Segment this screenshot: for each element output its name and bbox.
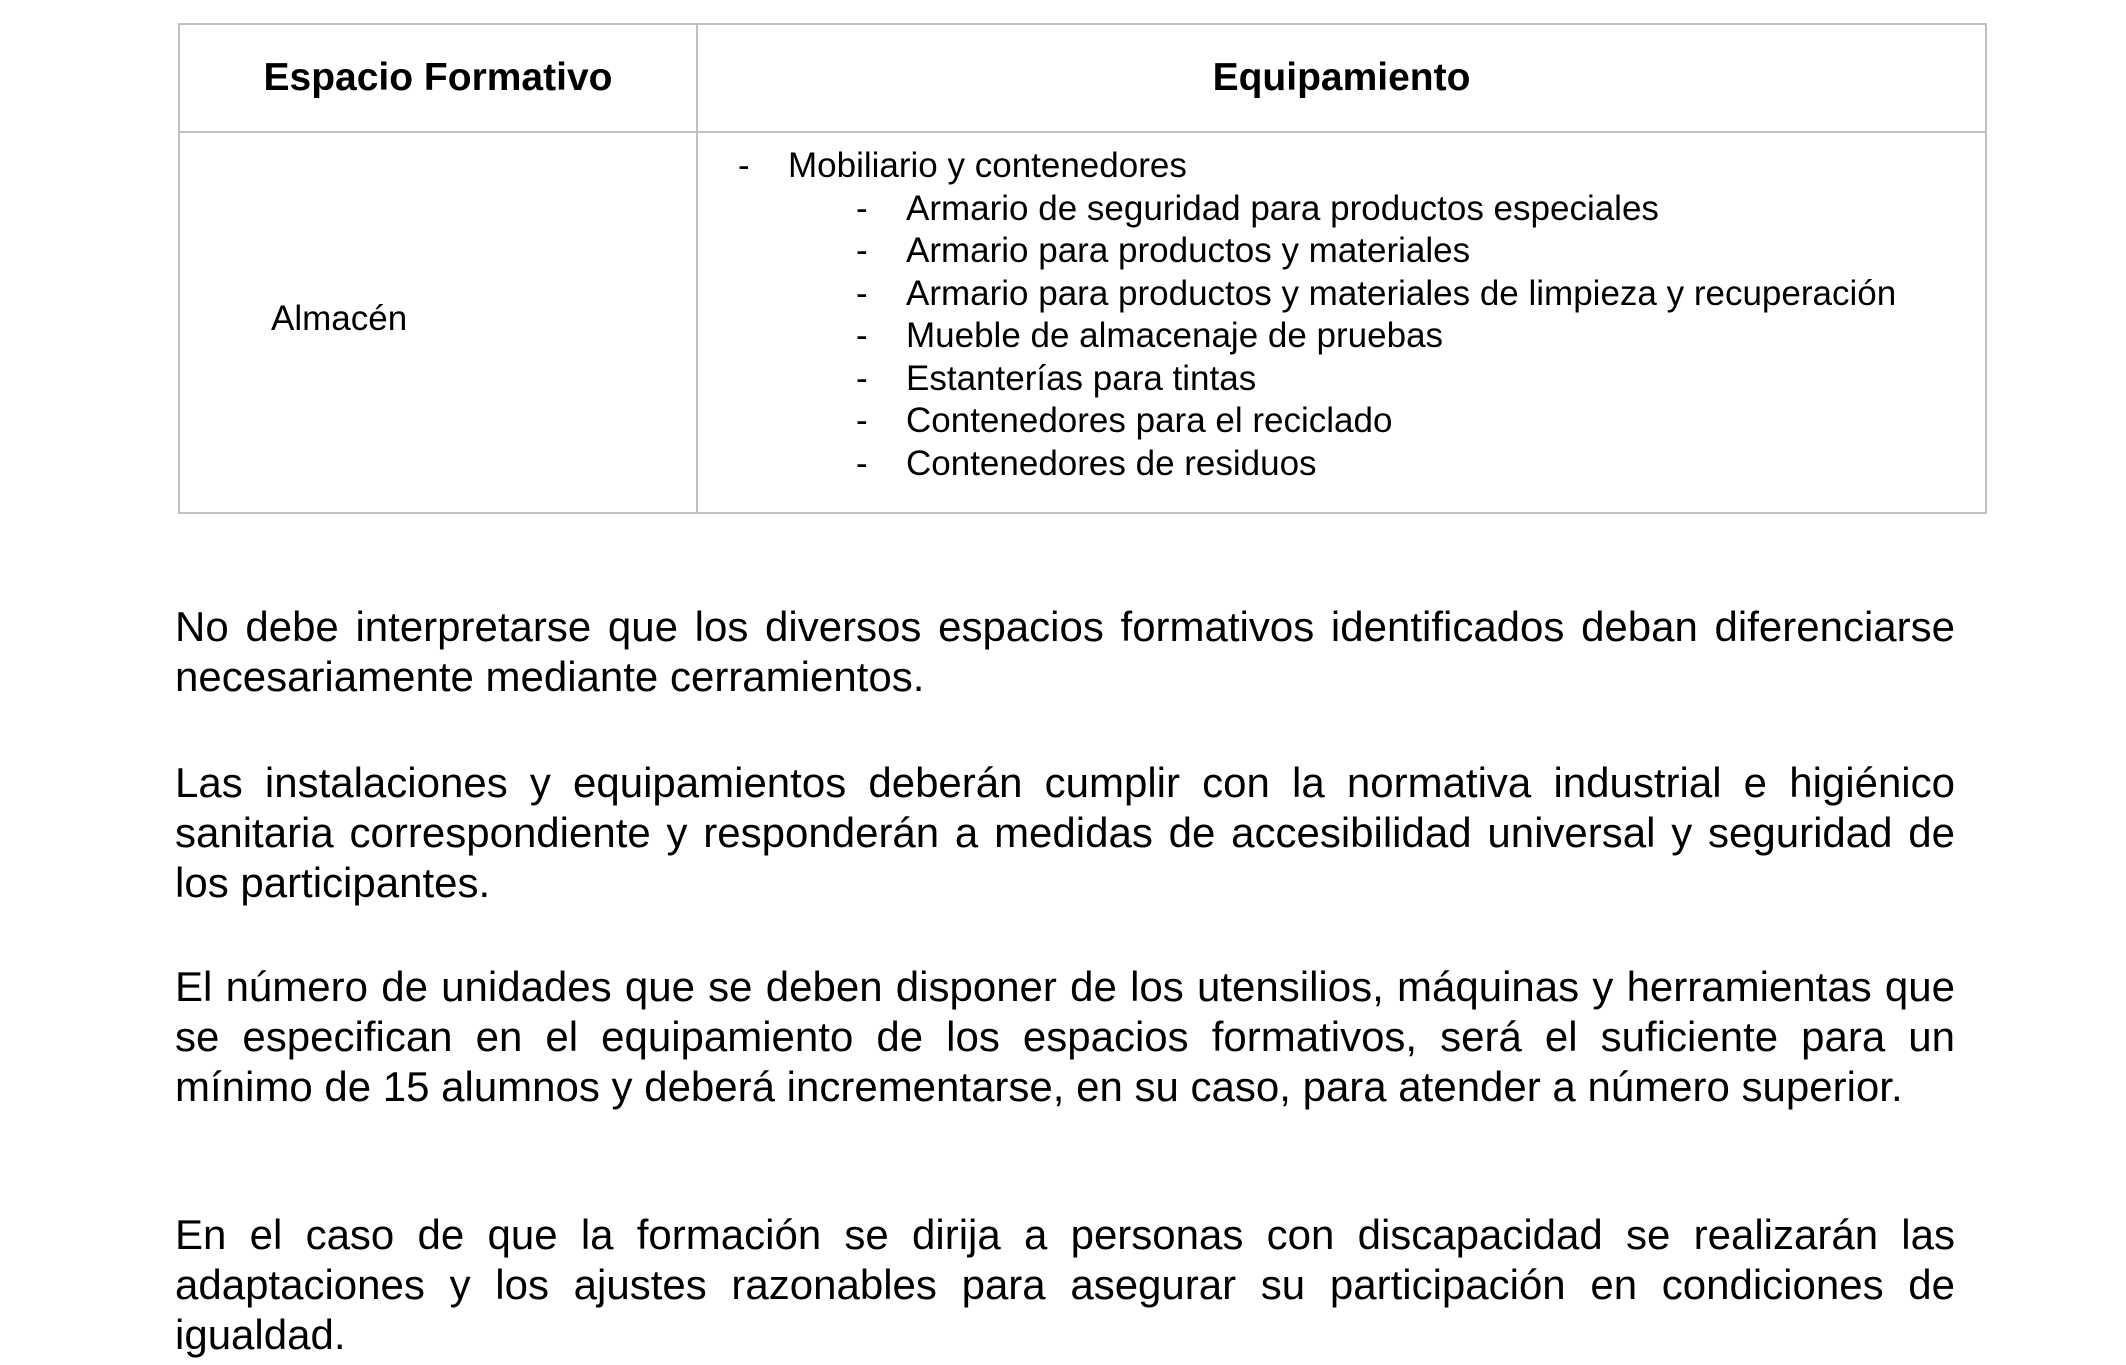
list-dash: - <box>738 146 750 185</box>
list-item-label: Armario para productos y materiales <box>906 231 1471 270</box>
cell-equipamiento-list <box>697 132 1986 513</box>
list-item-label: Contenedores para el reciclado <box>906 401 1393 440</box>
list-item-label: Armario de seguridad para productos especiales <box>906 188 1659 228</box>
cell-espacio-almacen: Almacén <box>179 132 697 513</box>
header-equipamiento: Equipamiento <box>697 24 1986 132</box>
list-item-label: Mobiliario y contenedores <box>788 146 1187 185</box>
list-item <box>698 400 1985 443</box>
list-dash: - <box>856 188 868 228</box>
list-dash: - <box>856 273 868 313</box>
list-dash: - <box>856 231 868 270</box>
paragraph-instalaciones-normativa: Las instalaciones y equipamientos deberán cumplir con la normativa industrial e higiénico sanitaria correspondiente y responderán a medidas de accesibilidad universal y seguridad de los participantes. <box>175 759 1955 906</box>
list-item <box>698 230 1985 273</box>
table-row <box>179 132 1986 513</box>
list-item-label: Contenedores de residuos <box>906 443 1317 483</box>
list-dash: - <box>856 358 868 398</box>
list-item-category <box>698 145 1985 188</box>
list-item <box>698 443 1985 486</box>
list-item <box>698 358 1985 401</box>
header-espacio-formativo: Espacio Formativo <box>179 24 697 132</box>
list-item-label: Armario para productos y materiales de limpieza y recuperación <box>906 273 1897 313</box>
paragraph-discapacidad: En el caso de que la formación se dirija a personas con discapacidad se realizarán las adaptaciones y los ajustes razonables para asegurar su participación en condiciones de igualdad. <box>175 1211 1955 1358</box>
paragraph-numero-unidades: El número de unidades que se deben disponer de los utensilios, máquinas y herramientas que se especifican en el equipamiento de los espacios formativos, será el suficiente para un mínimo de 15 alumnos y deberá incrementarse, en su caso, para atender a número superior. <box>175 963 1955 1110</box>
list-item <box>698 188 1985 231</box>
equipment-table <box>178 23 1987 514</box>
list-item-label: Mueble de almacenaje de pruebas <box>906 316 1444 355</box>
list-dash: - <box>856 316 868 355</box>
list-item <box>698 315 1985 358</box>
list-dash: - <box>856 443 868 483</box>
list-item-label: Estanterías para tintas <box>906 358 1257 398</box>
list-item <box>698 273 1985 316</box>
paragraph-espacios-formativos: No debe interpretarse que los diversos espacios formativos identificados deban diferenciarse necesariamente mediante cerramientos. <box>175 603 1955 700</box>
table-header-row <box>179 24 1986 132</box>
list-dash: - <box>856 401 868 440</box>
